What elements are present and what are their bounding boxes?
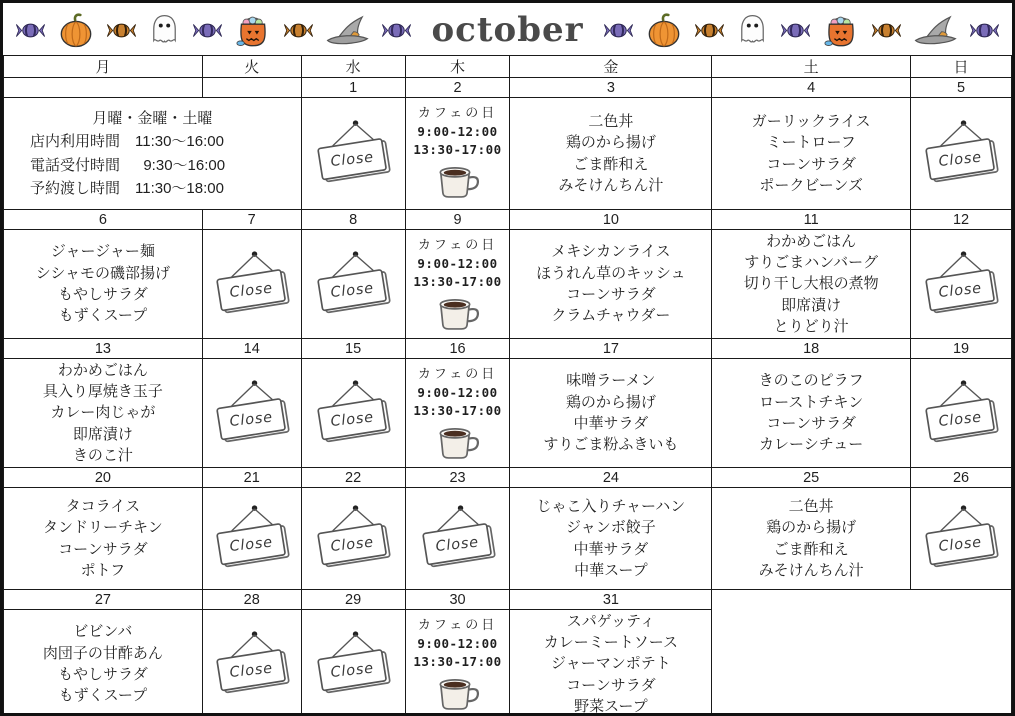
menu-row-week-2 (4, 230, 1012, 339)
menu-item-line: タンドリーチキン (42, 519, 163, 537)
date-row-week-5 (4, 590, 1012, 610)
close-sign-label: Close (329, 149, 375, 171)
witch-hat-icon (325, 14, 370, 46)
menu-item-line: シシャモの磯部揚げ (35, 264, 171, 282)
day-header-sat: 土 (712, 56, 911, 78)
date-cell: 15 (301, 339, 405, 359)
menu-item-line: すりごまハンバーグ (744, 254, 879, 272)
menu-item-line: ほうれん草のキッシュ (536, 264, 686, 282)
close-sign-cell (301, 359, 405, 468)
pumpkin-icon (645, 12, 683, 49)
close-sign-label: Close (228, 409, 274, 430)
day-header-fri: 金 (510, 56, 712, 78)
close-sign (309, 376, 397, 446)
menu-item-line: 切り干し大根の煮物 (743, 275, 879, 293)
cafe-day-cell (405, 610, 510, 716)
close-sign-cell (301, 488, 405, 590)
hours-info-line: 月曜・金曜・土曜 (92, 110, 213, 127)
cafe-afternoon-hours: 13:30-17:00 (413, 403, 502, 418)
close-sign-cell (911, 98, 1012, 210)
calendar-table (3, 55, 1012, 716)
menu-item-line: ローストチキン (759, 393, 864, 411)
close-sign-cell (405, 488, 510, 590)
close-sign-label: Close (937, 409, 983, 430)
close-sign-cell (202, 359, 301, 468)
close-sign-cell (911, 488, 1012, 590)
menu-item-line: きのこのピラフ (758, 372, 864, 390)
menu-item-line: カレーミートソース (543, 634, 679, 652)
menu-item-line: メキシカンライス (551, 243, 671, 261)
cafe-afternoon-hours: 13:30-17:00 (413, 274, 502, 289)
date-cell: 22 (301, 468, 405, 488)
hours-info-line: 電話受付時間 9:30～16:00 (30, 156, 226, 174)
menu-item-line: 中華スープ (574, 561, 648, 579)
halloween-banner (3, 3, 1012, 55)
candy-purple-icon (603, 21, 634, 40)
close-sign-label: Close (937, 534, 983, 556)
menu-item-line: もやしサラダ (57, 666, 148, 683)
date-cell: 19 (911, 339, 1012, 359)
cafe-morning-hours: 9:00-12:00 (417, 124, 498, 139)
date-cell: 18 (712, 339, 911, 359)
date-row-week-4 (4, 468, 1012, 488)
date-cell: 25 (712, 468, 911, 488)
cafe-day-cell (405, 359, 510, 468)
cafe-day-label: カフェの日 (417, 238, 498, 253)
close-sign-label: Close (329, 534, 375, 556)
menu-item-line: 即席漬け (72, 425, 133, 443)
date-row-week-3 (4, 339, 1012, 359)
date-cell: 12 (911, 210, 1012, 230)
menu-cell (510, 359, 712, 468)
date-cell: 26 (911, 468, 1012, 488)
menu-item-line: 味噌ラーメン (566, 372, 656, 390)
menu-item-line: 肉団子の甘酢あん (42, 644, 163, 662)
menu-item-line: ビビンバ (73, 623, 133, 641)
hours-info-cell (4, 98, 302, 210)
treat-bucket-icon (234, 12, 272, 48)
close-sign-cell (301, 230, 405, 339)
candy-striped-icon (283, 21, 314, 40)
menu-item-line: コーンサラダ (566, 676, 656, 694)
menu-item-line: もやしサラダ (57, 286, 148, 303)
menu-item-line: カレー肉じゃが (50, 404, 156, 422)
menu-item-line: ごま酢和え (773, 540, 849, 558)
menu-cell (4, 610, 203, 716)
close-sign (917, 501, 1005, 571)
menu-cell (712, 359, 911, 468)
date-cell: 5 (911, 78, 1012, 98)
menu-item-line: とりどり汁 (773, 317, 849, 335)
close-sign (208, 501, 296, 571)
close-sign-cell (202, 230, 301, 339)
candy-striped-icon (694, 21, 725, 40)
date-cell: 24 (510, 468, 712, 488)
candy-striped-icon (106, 21, 137, 40)
close-sign-label: Close (228, 660, 274, 681)
close-sign-label: Close (228, 280, 274, 301)
menu-item-line: 二色丼 (588, 112, 634, 130)
close-sign (208, 247, 296, 317)
cafe-day-cell (405, 98, 510, 210)
close-sign-label: Close (329, 660, 375, 681)
menu-item-line: コーンサラダ (58, 540, 148, 558)
menu-item-line: みそけんちん汁 (758, 561, 864, 579)
cafe-day-label: カフェの日 (417, 367, 498, 382)
menu-item-line: もずくスープ (58, 307, 148, 325)
close-sign-label: Close (937, 280, 983, 301)
date-cell: 20 (4, 468, 203, 488)
menu-cell (510, 488, 712, 590)
close-sign-cell (202, 610, 301, 716)
close-sign (414, 501, 502, 571)
cafe-morning-hours: 9:00-12:00 (417, 256, 498, 271)
day-header-tue: 火 (202, 56, 301, 78)
close-sign (917, 247, 1005, 317)
menu-cell (4, 359, 203, 468)
menu-row-week-1 (4, 98, 1012, 210)
menu-item-line: 鶏のから揚げ (565, 393, 656, 411)
menu-item-line: ポトフ (80, 561, 126, 579)
banner-icons-right (603, 12, 1000, 49)
menu-item-line: クラムチャウダー (551, 307, 671, 325)
coffee-cup-icon (433, 673, 483, 713)
menu-cell (510, 230, 712, 339)
candy-purple-icon (381, 21, 412, 40)
cafe-morning-hours: 9:00-12:00 (417, 385, 498, 400)
date-cell: 11 (712, 210, 911, 230)
menu-item-line: わかめごはん (766, 232, 857, 250)
witch-hat-icon (913, 14, 958, 46)
treat-bucket-icon (822, 12, 860, 48)
close-sign-label: Close (228, 534, 274, 556)
date-cell: 23 (405, 468, 510, 488)
close-sign-label: Close (329, 409, 375, 430)
cafe-day-label: カフェの日 (417, 106, 498, 121)
close-sign (309, 627, 397, 697)
close-sign-cell (911, 230, 1012, 339)
day-header-row (4, 56, 1012, 78)
menu-cell (712, 488, 911, 590)
date-cell: 16 (405, 339, 510, 359)
menu-cell (712, 98, 911, 210)
menu-item-line: コーンサラダ (566, 286, 656, 303)
close-sign (208, 376, 296, 446)
menu-item-line: ジャーマンポテト (551, 655, 671, 673)
menu-cell (510, 98, 712, 210)
menu-row-week-3 (4, 359, 1012, 468)
menu-item-line: ガーリックライス (751, 112, 871, 130)
ghost-icon (148, 13, 181, 48)
ghost-icon (736, 13, 769, 48)
menu-cell (712, 230, 911, 339)
menu-item-line: じゃこ入りチャーハン (536, 497, 686, 515)
date-cell: 17 (510, 339, 712, 359)
candy-striped-icon (871, 21, 902, 40)
coffee-cup-icon (433, 161, 483, 201)
day-header-wed: 水 (301, 56, 405, 78)
coffee-cup-icon (433, 422, 483, 462)
close-sign-label: Close (937, 149, 983, 171)
menu-item-line: 野菜スープ (574, 697, 648, 715)
date-cell: 10 (510, 210, 712, 230)
date-cell: 28 (202, 590, 301, 610)
close-sign-label: Close (329, 280, 375, 301)
day-header-sun: 日 (911, 56, 1012, 78)
menu-item-line: すりごま粉ふきいも (543, 436, 679, 454)
menu-item-line: 二色丼 (788, 497, 834, 515)
pumpkin-icon (57, 12, 95, 49)
menu-item-line: 具入り厚焼き玉子 (42, 383, 163, 401)
close-sign-label: Close (434, 534, 480, 556)
date-cell: 3 (510, 78, 712, 98)
date-cell: 30 (405, 590, 510, 610)
menu-item-line: コーンサラダ (766, 155, 856, 173)
date-cell: 14 (202, 339, 301, 359)
date-cell: 29 (301, 590, 405, 610)
date-cell: 1 (301, 78, 405, 98)
menu-item-line: きのこ汁 (72, 446, 133, 464)
date-row-week-2 (4, 210, 1012, 230)
date-row-week-1 (4, 78, 1012, 98)
menu-item-line: 鶏のから揚げ (766, 519, 857, 537)
close-sign-cell (911, 359, 1012, 468)
date-cell: 7 (202, 210, 301, 230)
calendar-title: october (431, 10, 584, 50)
hours-info-line: 予約渡し時間 11:30～18:00 (30, 179, 224, 197)
close-sign (309, 116, 397, 186)
menu-item-line: ジャンボ餃子 (566, 519, 656, 537)
cafe-afternoon-hours: 13:30-17:00 (413, 654, 502, 669)
close-sign (917, 116, 1005, 186)
candy-purple-icon (192, 21, 223, 40)
close-sign (309, 501, 397, 571)
candy-purple-icon (15, 21, 46, 40)
menu-item-line: タコライス (65, 497, 141, 515)
cafe-afternoon-hours: 13:30-17:00 (413, 142, 502, 157)
banner-icons-left (15, 12, 412, 49)
cafe-day-label: カフェの日 (417, 618, 498, 633)
menu-item-line: 中華サラダ (573, 415, 649, 432)
date-cell (202, 78, 301, 98)
cafe-day-cell (405, 230, 510, 339)
date-cell: 8 (301, 210, 405, 230)
close-sign (917, 376, 1005, 446)
menu-item-line: ごま酢和え (573, 155, 649, 173)
close-sign-cell (301, 98, 405, 210)
empty-weekend-cell (712, 590, 1012, 716)
date-cell: 27 (4, 590, 203, 610)
menu-item-line: みそけんちん汁 (558, 176, 664, 194)
cafe-morning-hours: 9:00-12:00 (417, 636, 498, 651)
menu-item-line: 即席漬け (781, 296, 842, 314)
close-sign-cell (301, 610, 405, 716)
date-cell: 9 (405, 210, 510, 230)
menu-item-line: ポークビーンズ (759, 176, 863, 194)
menu-cell (510, 610, 712, 716)
menu-item-line: ジャージャー麺 (50, 243, 155, 261)
menu-row-week-4 (4, 488, 1012, 590)
close-sign-cell (202, 488, 301, 590)
menu-item-line: コーンサラダ (766, 415, 856, 432)
menu-item-line: もずくスープ (58, 687, 148, 705)
close-sign (208, 627, 296, 697)
menu-item-line: 中華サラダ (573, 540, 649, 558)
day-header-mon: 月 (4, 56, 203, 78)
date-cell: 6 (4, 210, 203, 230)
menu-item-line: スパゲッティ (566, 612, 655, 630)
date-cell: 4 (712, 78, 911, 98)
menu-cell (4, 488, 203, 590)
menu-item-line: わかめごはん (57, 361, 148, 379)
candy-purple-icon (780, 21, 811, 40)
date-cell (4, 78, 203, 98)
date-cell: 31 (510, 590, 712, 610)
date-cell: 21 (202, 468, 301, 488)
date-cell: 2 (405, 78, 510, 98)
candy-purple-icon (969, 21, 1000, 40)
menu-item-line: カレーシチュー (759, 436, 864, 454)
close-sign (309, 247, 397, 317)
menu-item-line: ミートローフ (766, 134, 856, 152)
menu-item-line: 鶏のから揚げ (565, 134, 656, 152)
coffee-cup-icon (433, 293, 483, 333)
day-header-thu: 木 (405, 56, 510, 78)
date-cell: 13 (4, 339, 203, 359)
menu-cell (4, 230, 203, 339)
hours-info-line: 店内利用時間 11:30～16:00 (30, 133, 224, 151)
